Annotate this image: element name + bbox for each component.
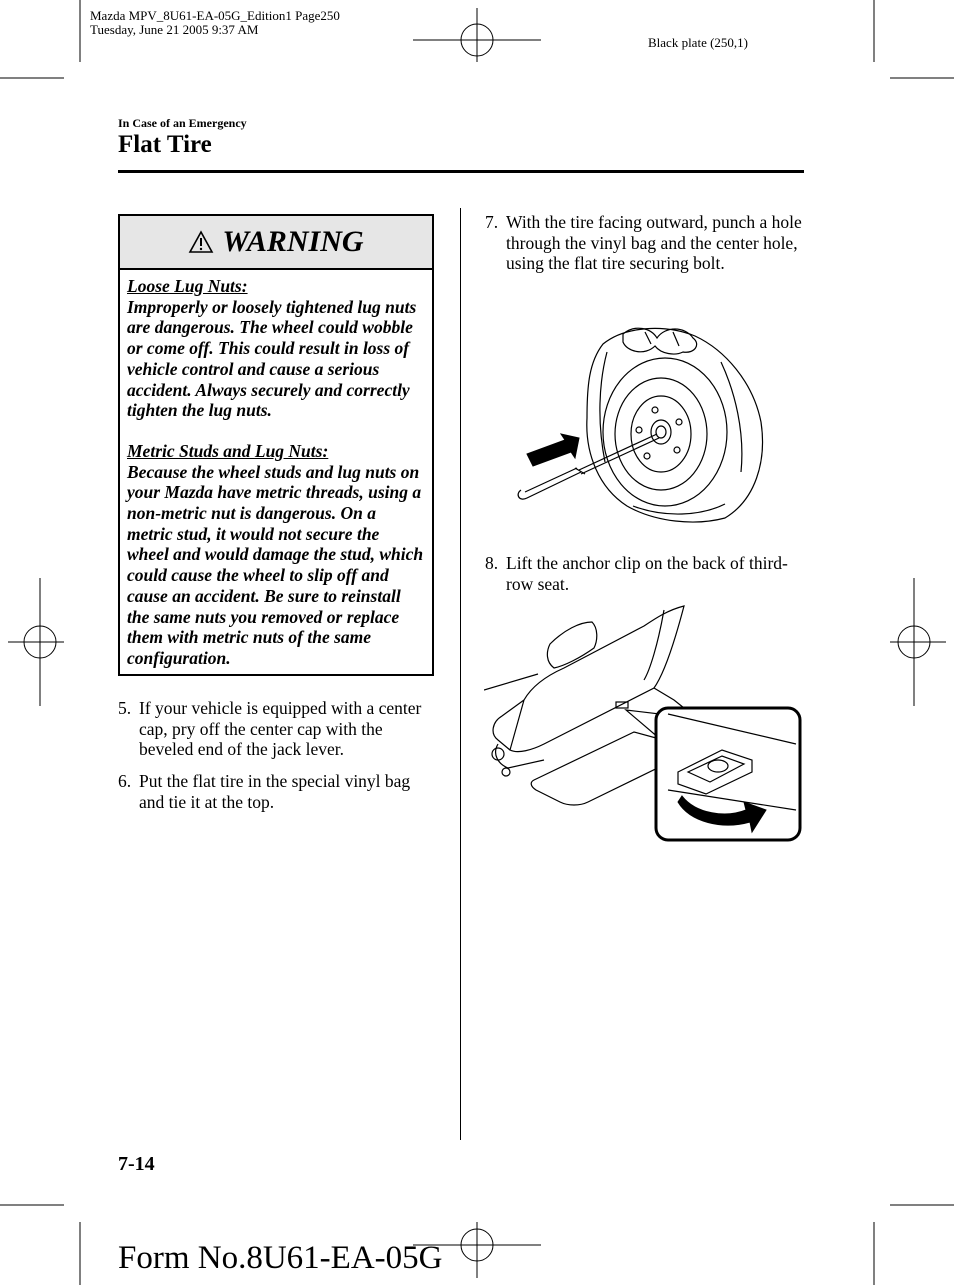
step-number: 7.	[485, 212, 499, 232]
warning-text-lug-nuts: Improperly or loosely tightened lug nuts are dangerous. The wheel could wobble or come off. This could result in loss of vehicle control and cause a serious accident. Always securely and correctly tighten the lug nuts.	[127, 296, 417, 421]
warning-title: WARNING	[222, 225, 364, 258]
step-number: 6.	[118, 771, 132, 791]
step-text: If your vehicle is equipped with a center cap, pry off the center cap with the beveled end of the jack lever.	[139, 698, 422, 760]
step-text: Lift the anchor clip on the back of third-row seat.	[506, 553, 788, 594]
column-divider	[460, 208, 461, 1140]
page-title: Flat Tire	[118, 131, 212, 158]
step-number: 8.	[485, 553, 499, 573]
title-rule	[118, 170, 804, 173]
warning-header	[120, 216, 432, 270]
page-number: 7-14	[118, 1153, 155, 1175]
step-text: Put the flat tire in the special vinyl bag and tie it at the top.	[139, 771, 411, 812]
tire-bag-illustration	[515, 322, 770, 524]
form-number: Form No.8U61-EA-05G	[118, 1240, 443, 1276]
plate-label: Black plate (250,1)	[648, 35, 748, 50]
warning-body	[120, 270, 432, 669]
warning-text-metric: Because the wheel studs and lug nuts on your Mazda have metric threads, using a non-metric nut is dangerous. On a metric stud, it would not secure the wheel and would damage the stud, which could cause the wheel to slip off and cause an accident. Be sure to reinstall the same nuts you removed or replace them with metric nuts of the same configuration.	[127, 461, 424, 668]
file-info-line2: Tuesday, June 21 2005 9:37 AM	[90, 22, 259, 37]
seat-anchor-illustration	[484, 604, 804, 844]
step-number: 5.	[118, 698, 132, 718]
step-text: With the tire facing outward, punch a hole through the vinyl bag and the center hole, using the flat tire securing bolt.	[506, 212, 802, 274]
file-info-line1: Mazda MPV_8U61-EA-05G_Edition1 Page250	[90, 8, 340, 23]
section-label: In Case of an Emergency	[118, 116, 247, 130]
warning-box	[118, 214, 434, 676]
warning-subheading-lug-nuts: Loose Lug Nuts:	[127, 276, 248, 296]
warning-triangle-icon	[188, 230, 214, 254]
warning-subheading-metric: Metric Studs and Lug Nuts:	[127, 440, 329, 461]
